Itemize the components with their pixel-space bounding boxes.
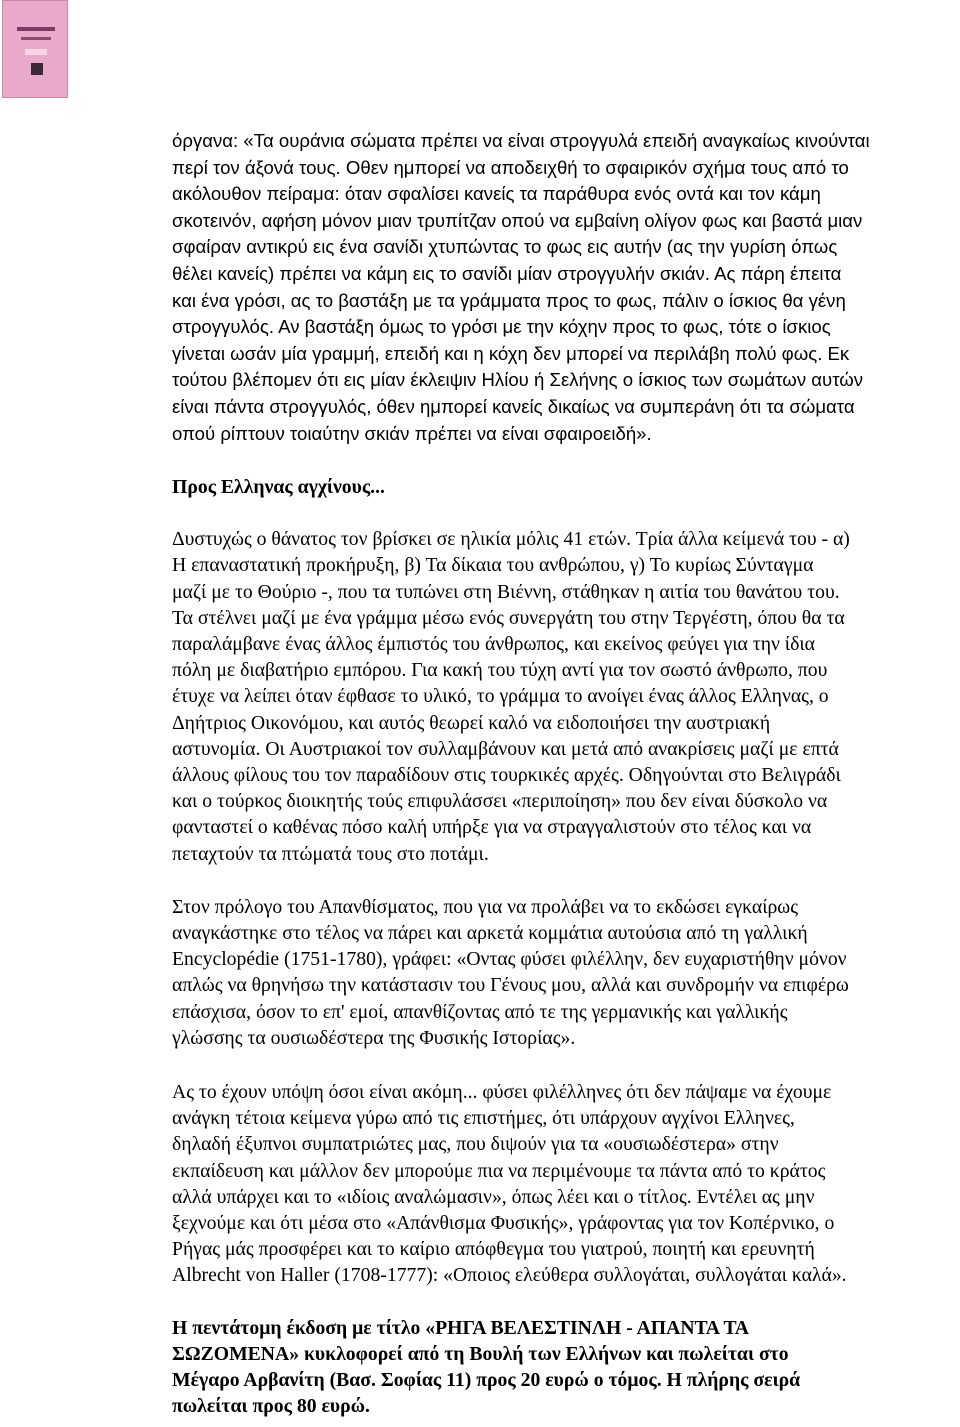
text-line: ανάγκη τέτοια κείμενα γύρω από τις επιστήμες, ότι υπάρχουν αγχίνοι Ελληνες, [172,1107,795,1130]
text-line: Η επαναστατική προκήρυξη, β) Τα δίκαια του ανθρώπου, γ) Το κυρίως Σύνταγμα [172,554,814,577]
text-line: εκπαίδευση και μάλλον δεν μπορούμε πια να περιμένουμε τα πάντα από το κράτος [172,1159,826,1182]
cover-subtitle-bar [21,37,51,40]
text-line: Μέγαρο Αρβανίτη (Βασ. Σοφίας 11) προς 20 ευρώ ο τόμος. Η πλήρης σειρά [172,1369,801,1392]
text-line: Ας το έχουν υπόψη όσοι είναι ακόμη... φύσει φιλέλληνες ότι δεν πάψαμε να έχουμε [172,1080,832,1103]
text-line: Στον πρόλογο του Απανθίσματος, που για να προλάβει να το εκδώσει εγκαίρως [172,895,799,918]
text-line: έτυχε να λείπει όταν έφθασε το υλικό, το γράμμα το ανοίγει ένας άλλος Ελληνας, ο [172,685,829,708]
text-line: αναγκάστηκε στο τέλος να πάρει και αρκετά κομμάτια αυτούσια από τη γαλλική [172,921,808,944]
paragraph-death [172,526,958,867]
text-line: Ρήγας μάς προσφέρει και το καίριο απόφθεγμα του γιατρού, ποιητή και ερευνητή [172,1238,815,1261]
text-line: άλλους φίλους του τον παραδίδουν στις τουρκικές αρχές. Οδηγούνται στο Βελιγράδι [172,763,841,786]
text-line: τούτου βλέπομεν ότι εις μίαν έκλειψιν Ηλίου ή Σελήνης ο ίσκιος των σωμάτων αυτών [172,369,864,391]
text-line: αλλά υπάρχει και το «ιδίοις αναλώμασιν», όπως λέει και ο τίτλος. Εντέλει ας μην [172,1185,815,1208]
text-line: Η πεντάτομη έκδοση με τίτλο «ΡΗΓΑ ΒΕΛΕΣΤΙΝΛΗ - ΑΠΑΝΤΑ ΤΑ [172,1316,749,1339]
text-line: ακόλουθον πείραμα: όταν σφαλίσει κανείς τα παράθυρα ενός οντά και τον κάμη [172,183,821,205]
text-line: ΣΩΖΟΜΕΝΑ» κυκλοφορεί από τη Βουλή των Ελλήνων και πωλείται στο [172,1342,789,1365]
text-line: Albrecht von Haller (1708-1777): «Οποιος ελεύθερα συλλογάται, συλλογάται καλά». [172,1264,847,1287]
text-line: θέλει κανείς) πρέπει να κάμη εις το σανίδι μίαν στρογγυλήν σκιάν. Ας πάρη έπειτα [172,262,842,284]
text-line: επάσχισα, όσον το επ' εμοί, απανθίζοντας από τε της γερμανικής και γαλλικής [172,1000,788,1023]
text-line: παραλάμβανε ένας άλλος έμπιστός του άνθρωπος, και εκείνος φεύγει για την ίδια [172,632,815,655]
text-line: δηλαδή έξυπνοι συμπατριώτες μας, που διψούν για τα «ουσιωδέστερα» στην [172,1133,779,1156]
text-line: στρογγυλός. Αν βαστάξη όμως το γρόσι με την κόχην προς το φως, τότε ο ίσκιος [172,316,831,338]
text-line: πόλη με διαβατήριο εμπόρου. Για κακή του τύχη αντί για τον σωστό άνθρωπο, που [172,659,828,682]
cover-label-bar [25,49,47,55]
text-line: φανταστεί ο καθένας πόσο καλή υπήρξε για να στραγγαλιστούν στο τέλος και να [172,816,812,839]
text-line: περί τον άξονά τους. Οθεν ημπορεί να αποδειχθή το σφαιρικόν σχήμα τους από το [172,156,849,178]
cover-emblem [31,63,43,75]
paragraph-edition-note [172,1315,958,1420]
text-line: αστυνομία. Οι Αυστριακοί τον συλλαμβάνουν και μετά από ανακρίσεις μαζί με επτά [172,737,839,760]
section-heading: Προς Ελληνας αγχίνους... [172,476,385,499]
text-line: σφαίραν αντικρύ εις ένα σανίδι χτυπώντας το φως εις αυτήν (ας την γυρίση όπως [172,236,838,258]
text-line: γίνεται ωσάν μία γραμμή, επειδή και η κόχη δεν μπορεί να περιλάβη πολύ φως. Εκ [172,342,850,364]
text-line: Δηήτριος Οικονόμου, και αυτός θεωρεί καλό να ειδοποιήσει την αυστριακή [172,711,771,734]
text-line: πεταχτούν τα πτώματά τους στο ποτάμι. [172,842,489,865]
paragraph-prologue [172,894,958,1051]
text-line: πωλείται προς 80 ευρώ. [172,1395,370,1418]
cover-title-bar [17,27,55,31]
paragraph-reminder [172,1079,958,1289]
paragraph-quote [172,128,958,447]
text-line: και ένα γρόσι, ας το βαστάξη με τα γράμματα προς το φως, πάλιν ο ίσκιος θα γένη [172,289,846,311]
text-line: απλώς να θρηνήσω την κατάστασιν του Γένους μου, αλλά και συνδρομήν να επιφέρω [172,974,849,997]
text-line: όργανα: «Τα ουράνια σώματα πρέπει να είναι στρογγυλά επειδή αναγκαίως κινούνται [172,130,870,151]
text-line: Τα στέλνει μαζί με ένα γράμμα μέσω ενός συνεργάτη του στην Τεργέστη, όπου θα τα [172,606,845,629]
text-line: ξεχνούμε και ότι μέσα στο «Απάνθισμα Φυσικής», γράφοντας για τον Κοπέρνικο, ο [172,1212,835,1234]
article-body [172,128,958,1419]
text-line: είναι πάντα στρογγυλός, όθεν ημπορεί κανείς δικαίως να συμπεράνη ότι τα σώματα [172,395,855,417]
text-line: γλώσσης τα ουσιωδέστερα της Φυσικής Ιστορίας». [172,1026,576,1049]
text-line: και ο τούρκος διοικητής τούς επιφυλάσσει «περιποίηση» που δεν είναι δύσκολο να [172,790,828,813]
text-line: Encyclopédie (1751-1780), γράφει: «Οντας φύσει φιλέλλην, δεν ευχαριστήθην μόνον [172,948,847,971]
text-line: οπού ρίπτουν τοιαύτην σκιάν πρέπει να είναι σφαιροειδή». [172,422,652,444]
text-line: σκοτεινόν, αφήση μόνον μιαν τρυπίτζαν οπού να εμβαίνη ολίγον φως και βαστά μιαν [172,209,863,231]
text-line: μαζί με το Θούριο -, που τα τυπώνει στη Βιέννη, στάθηκαν η αιτία του θανάτου του. [172,580,840,603]
text-line: Δυστυχώς ο θάνατος τον βρίσκει σε ηλικία μόλις 41 ετών. Τρία άλλα κείμενά του - α) [172,528,850,551]
book-cover-thumbnail [2,0,68,98]
